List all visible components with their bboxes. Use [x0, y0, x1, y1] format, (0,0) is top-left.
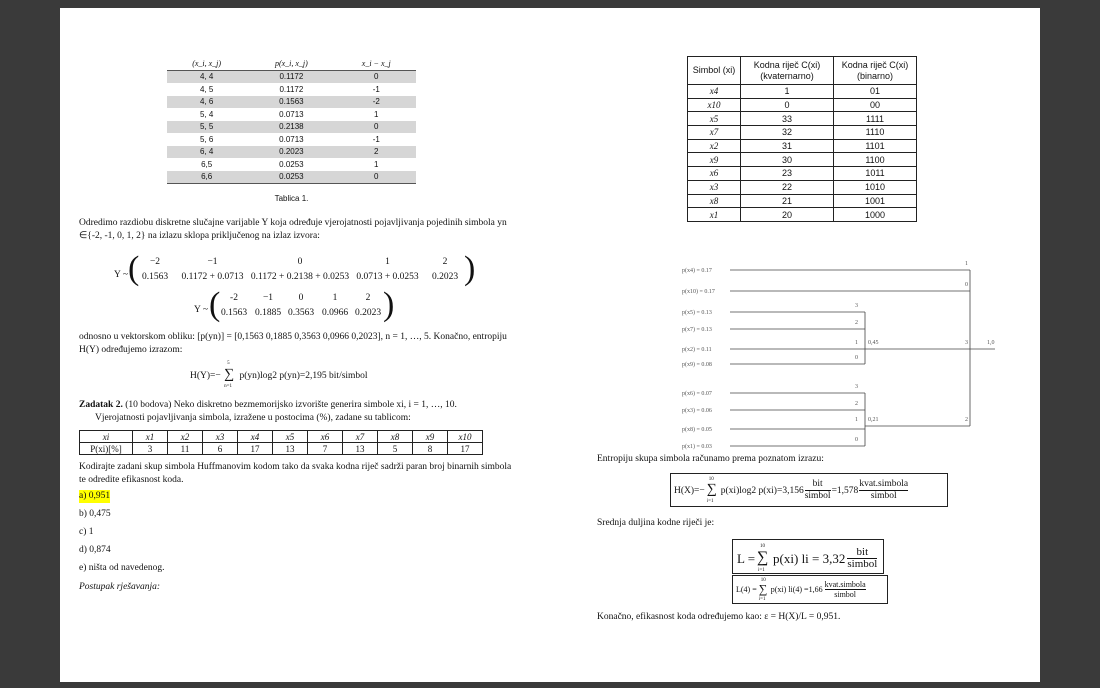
entropy-sum-symbol: 10 ∑ i=1 [706, 476, 717, 504]
prob-table-value: 6 [203, 443, 238, 455]
table-row [167, 133, 416, 146]
code-table-cell: 1100 [834, 153, 917, 167]
tree-digit: 0 [855, 437, 858, 443]
tree-digit: 2 [965, 417, 968, 423]
avg4-length-formula [736, 577, 866, 602]
entropy-sum: p(xi)log2 p(xi)=3,156 [720, 485, 804, 496]
tree-labels [682, 261, 995, 450]
tree-digit: 2 [855, 401, 858, 407]
code-table-cell: 00 [834, 98, 917, 112]
task-2-title: Zadatak 2. [79, 400, 123, 410]
entropy-box [670, 473, 948, 507]
distribution-probability: 0.2023 [354, 308, 382, 318]
prob-table-symbol: x3 [203, 431, 238, 443]
answer-option: d) 0,874 [79, 545, 111, 555]
distribution-column [216, 291, 252, 321]
entropy-y-formula [190, 361, 368, 389]
table-cell: 0.1563 [246, 96, 336, 109]
answer-option: b) 0,475 [79, 509, 111, 519]
distribution-value: −1 [207, 257, 218, 267]
avg-sum-bottom: i=1 [758, 567, 765, 573]
table-row [688, 139, 917, 153]
table-cell: 4, 5 [199, 84, 214, 94]
table-cell: 1 [374, 159, 379, 169]
distribution-value: 1 [385, 257, 390, 267]
code-table-cell: 01 [834, 85, 917, 99]
code-table [687, 56, 917, 222]
tree-digit: 1 [855, 340, 858, 346]
tree-leaf-label: p(x8) = 0.05 [682, 427, 712, 433]
table-1-header-cell: p(x_i, x_j) [246, 57, 336, 70]
prob-table-symbol: x1 [133, 431, 168, 443]
prob-table-value: 17 [448, 443, 483, 455]
table-cell: 0 [337, 171, 417, 184]
table-row [688, 126, 917, 140]
code-table-cell: 1001 [834, 194, 917, 208]
code-table-cell: 1000 [834, 208, 917, 222]
tree-leaf-label: p(x5) = 0.13 [682, 310, 712, 316]
table-1-body [167, 70, 416, 184]
distribution-2-prefix: Y ~ [194, 305, 209, 315]
tree-leaf-label: p(x7) = 0.13 [682, 327, 712, 333]
distribution-probability: 0.3563 [287, 308, 315, 318]
avg4-length-box [732, 575, 888, 604]
table-cell: 0.0253 [246, 171, 336, 184]
entropy-intro: Entropiju skupa simbola računamo prema poznatom izrazu: [597, 454, 824, 464]
table-1-caption: Tablica 1. [274, 194, 309, 203]
tree-leaf-label: p(x1) = 0.03 [682, 444, 712, 450]
table-cell: 6,6 [167, 171, 246, 184]
code-table-symbol: x10 [688, 98, 741, 112]
table-row [167, 70, 416, 83]
prob-table-symbol: x5 [273, 431, 308, 443]
table-1-header [167, 57, 416, 70]
tree-leaf-label: p(x2) = 0.11 [682, 347, 712, 353]
distribution-2-lparen: ( [209, 286, 221, 323]
code-table-cell: 20 [741, 208, 834, 222]
table-cell: 0.0713 [279, 109, 304, 119]
huffman-tree [660, 253, 995, 450]
entropy-y-lhs: H(Y)=− [190, 371, 221, 382]
table-cell: 4, 6 [167, 96, 246, 109]
table-cell: 0.1172 [246, 70, 336, 83]
table-row [688, 112, 917, 126]
code-table-cell: 0 [741, 98, 834, 112]
code-table-symbol: x4 [688, 85, 741, 99]
entropy-unit-kvat [859, 479, 908, 502]
tree-root-label: 1,0 [987, 340, 995, 346]
table-1-header-cell: x_i − x_j [337, 57, 417, 70]
table-cell: 0.0713 [279, 134, 304, 144]
code-table-symbol: x6 [688, 167, 741, 181]
code-table-cell: 1111 [834, 112, 917, 126]
table-1-header-cell: (x_i, x_j) [167, 57, 246, 70]
unit-simbol-2: simbol [870, 491, 897, 501]
table-row [688, 167, 917, 181]
table-cell: 0.2023 [246, 146, 336, 159]
prob-table-symbol: x6 [308, 431, 343, 443]
code-table-symbol: x2 [688, 139, 741, 153]
document-page [60, 8, 1040, 682]
task-2-text-2: Vjerojatnosti pojavljivanja simbola, izražene u postocima (%), zadane su tablicom: [95, 413, 411, 423]
code-table-symbol: x9 [688, 153, 741, 167]
table-cell: 0 [337, 121, 417, 134]
postupak-label: Postupak rješavanja: [79, 582, 161, 592]
distribution-1-prefix: Y ~ [114, 270, 129, 280]
sum-top: 5 [227, 361, 230, 366]
distribution-value: 0 [298, 293, 304, 303]
code-table-cell: 1110 [834, 126, 917, 140]
vector-paragraph: odnosno u vektorskom obliku: [p(yn)] = [0,1563 0,1885 0,3563 0,0966 0,2023], n = 1, …, 5. Konačno, entropiju H(Y) određujemo izrazom: [79, 332, 507, 355]
table-cell: -1 [372, 134, 380, 144]
code-table-body [688, 85, 917, 222]
tree-digit: 3 [855, 384, 858, 390]
code-table-header [688, 57, 917, 85]
distribution-value: 0 [297, 257, 303, 267]
code-table-header-cell: Simbol (xi) [688, 57, 741, 85]
task-2-question: Kodirajte zadani skup simbola Huffmanovim kodom tako da svaka kodna riječ sadrži paran broj binarnih simbola te odredite efikasnost koda. [79, 462, 512, 485]
tree-digit: 1 [855, 417, 858, 423]
avg4-unit-kvat: kvat.simbola [824, 580, 866, 589]
table-row [688, 194, 917, 208]
avg-unit-bit: bit [847, 547, 877, 559]
distribution-probability: 0.0966 [321, 308, 349, 318]
distribution-value: 2 [365, 293, 371, 303]
distribution-probability: 0.0713 + 0.0253 [356, 272, 419, 282]
distribution-probability: 0.1172 + 0.0713 [181, 272, 244, 282]
table-cell: 1 [374, 109, 379, 119]
distribution-value: −1 [262, 293, 274, 303]
avg4-unit-simbol: simbol [834, 590, 857, 599]
tree-digit: 3 [855, 303, 858, 309]
prob-table-value: 5 [378, 443, 413, 455]
prob-table-symbol: x7 [343, 431, 378, 443]
avg4-sum: p(xi) li(4) =1,66 [770, 585, 823, 594]
distribution-column [425, 255, 465, 285]
distribution-column [318, 291, 352, 321]
tree-leaf-label: p(x9) = 0.08 [682, 362, 712, 368]
answer-option: a) 0,951 [79, 491, 111, 501]
avg4-sum-bottom: i=1 [758, 596, 766, 602]
table-row [167, 108, 416, 121]
prob-table-value: 11 [168, 443, 203, 455]
code-table-cell: 32 [741, 126, 834, 140]
table-row [167, 158, 416, 171]
code-table-header-cell: Kodna riječ C(xi) (binarno) [834, 57, 917, 85]
table-cell: 5, 4 [199, 109, 214, 119]
task-2-text: (10 bodova) Neko diskretno bezmemorijsko izvorište generira simbole xi, i = 1, …, 10. [125, 400, 457, 410]
code-table-cell: 21 [741, 194, 834, 208]
table-row [688, 180, 917, 194]
avg-length-formula [737, 543, 878, 573]
table-cell: 0.1172 [279, 84, 304, 94]
avg-length-box [732, 539, 884, 574]
distribution-1 [135, 255, 465, 285]
distribution-value: −2 [149, 257, 161, 267]
code-table-cell: 30 [741, 153, 834, 167]
tree-digit: 1 [965, 261, 968, 267]
tree-node-label: 0,45 [868, 340, 879, 346]
table-row [167, 96, 416, 109]
table-cell: 2 [337, 146, 417, 159]
table-row [167, 121, 416, 134]
tree-leaf-label: p(x3) = 0.06 [682, 408, 712, 414]
distribution-column [135, 255, 175, 285]
prob-table-value: 17 [238, 443, 273, 455]
table-cell: 4, 4 [167, 70, 246, 83]
entropy-formula [674, 476, 909, 504]
code-table-symbol: x8 [688, 194, 741, 208]
distribution-column [352, 291, 384, 321]
code-table-cell: 23 [741, 167, 834, 181]
table-cell: 5, 5 [167, 121, 246, 134]
distribution-column [250, 255, 350, 285]
tree-digit: 0 [855, 355, 858, 361]
table-row [167, 146, 416, 159]
code-table-cell: 1101 [834, 139, 917, 153]
tree-leaf-label: p(x10) = 0.17 [682, 289, 715, 295]
table-cell: 0.0253 [279, 159, 304, 169]
avg-length-sum: p(xi) li = 3,32 [773, 550, 846, 566]
prob-table-symbol: x8 [378, 431, 413, 443]
avg-sum-top: 10 [760, 543, 766, 549]
prob-table-value: 3 [133, 443, 168, 455]
code-table-cell: 1011 [834, 167, 917, 181]
tree-node-label: 0,21 [868, 417, 879, 423]
distribution-probability: 0.1172 + 0.2138 + 0.0253 [250, 272, 350, 282]
table-cell: 6, 4 [167, 146, 246, 159]
distribution-probability: 0.1563 [141, 272, 169, 282]
table-row [688, 208, 917, 222]
prob-table-value: 13 [273, 443, 308, 455]
distribution-probability: 0.1563 [220, 308, 248, 318]
distribution-probability: 0.1885 [254, 308, 282, 318]
avg4-sum-symbol: 10 ∑ i=1 [758, 577, 768, 602]
entropy-y-sum: p(yn)log2 p(yn)=2,195 bit/simbol [239, 371, 368, 382]
unit-kvat: kvat.simbola [859, 479, 909, 489]
entropy-sum-top: 10 [708, 476, 714, 482]
tree-digit: 2 [855, 320, 858, 326]
tree-digit: 0 [965, 282, 968, 288]
avg-length-intro: Srednja duljina kodne riječi je: [597, 518, 715, 528]
avg-sum-symbol: 10 ∑ i=1 [757, 543, 769, 573]
table-row [688, 153, 917, 167]
prob-table-symbol: x10 [448, 431, 483, 443]
code-table-symbol: x3 [688, 180, 741, 194]
tree-lines [730, 270, 995, 446]
efficiency-conclusion: Konačno, efikasnost koda određujemo kao: ε = H(X)/L = 0,951. [597, 612, 841, 622]
entropy-unit-bit [805, 479, 831, 502]
code-table-cell: 1 [741, 85, 834, 99]
answer-option: e) ništa od navedenog. [79, 563, 165, 573]
code-table-cell: 1010 [834, 180, 917, 194]
probability-table-symbols [80, 431, 483, 443]
avg-length-lhs: L = [737, 550, 756, 566]
table-cell: 5, 6 [199, 134, 214, 144]
prob-table-value: 8 [413, 443, 448, 455]
table-cell: 0 [337, 70, 417, 83]
intro-paragraph: Odredimo razdiobu diskretne slučajne varijable Y koja određuje vjerojatnosti pojavljivanja pojedinih simbola yn ∈{-2, -1, 0, 1, 2} na izlazu sklopa priključenog na izlaz izvora: [79, 218, 507, 241]
task-2-line [79, 399, 519, 412]
tree-leaf-label: p(x6) = 0.07 [682, 391, 712, 397]
table-cell: 6,5 [201, 159, 213, 169]
distribution-1-lparen: ( [128, 250, 140, 287]
table-row [167, 83, 416, 96]
prob-table-symbol: xi [80, 431, 133, 443]
prob-table-symbol: x4 [238, 431, 273, 443]
entropy-lhs: H(X)=− [674, 485, 705, 496]
entropy-sum-bottom: i=1 [706, 498, 714, 504]
answer-option: c) 1 [79, 527, 94, 537]
distribution-1-rparen: ) [464, 250, 476, 287]
code-table-symbol: x7 [688, 126, 741, 140]
distribution-column [175, 255, 250, 285]
answer-list [79, 490, 279, 580]
probability-table-values [80, 443, 483, 455]
table-cell: -1 [372, 84, 380, 94]
code-table-symbol: x5 [688, 112, 741, 126]
code-table-cell: 22 [741, 180, 834, 194]
sum-bottom: n=1 [224, 384, 232, 389]
avg-unit-simbol: simbol [847, 558, 878, 570]
code-table-cell: 33 [741, 112, 834, 126]
distribution-column [284, 291, 318, 321]
unit-simbol: simbol [804, 491, 831, 501]
probability-table [79, 430, 483, 455]
avg-unit [847, 547, 877, 570]
avg4-lhs: L(4) = [736, 585, 757, 594]
prob-table-symbol: x2 [168, 431, 203, 443]
distribution-probability: 0.2023 [431, 272, 459, 282]
table-cell: 0.2138 [246, 121, 336, 134]
distribution-value: 1 [332, 293, 338, 303]
distribution-2 [216, 291, 384, 321]
table-cell: -2 [337, 96, 417, 109]
avg4-unit [825, 580, 866, 599]
sum-symbol: 5 ∑ n=1 [224, 361, 235, 389]
distribution-column [252, 291, 284, 321]
distribution-value: 2 [442, 257, 448, 267]
distribution-column [350, 255, 425, 285]
tree-digit: 3 [965, 340, 968, 346]
prob-table-value: 13 [343, 443, 378, 455]
distribution-2-rparen: ) [383, 286, 395, 323]
prob-table-value: P(xi)[%] [80, 443, 133, 455]
table-row [688, 98, 917, 112]
code-table-header-cell: Kodna riječ C(xi) (kvaternarno) [741, 57, 834, 85]
entropy-1578: =1,578 [831, 485, 859, 496]
table-row [688, 85, 917, 99]
code-table-symbol: x1 [688, 208, 741, 222]
distribution-value: -2 [230, 293, 238, 303]
code-table-cell: 31 [741, 139, 834, 153]
prob-table-value: 7 [308, 443, 343, 455]
table-1 [167, 57, 416, 184]
avg4-sum-top: 10 [760, 577, 766, 583]
tree-leaf-label: p(x4) = 0.17 [682, 268, 712, 274]
unit-bit: bit [805, 479, 831, 491]
prob-table-symbol: x9 [413, 431, 448, 443]
table-row [167, 171, 416, 184]
